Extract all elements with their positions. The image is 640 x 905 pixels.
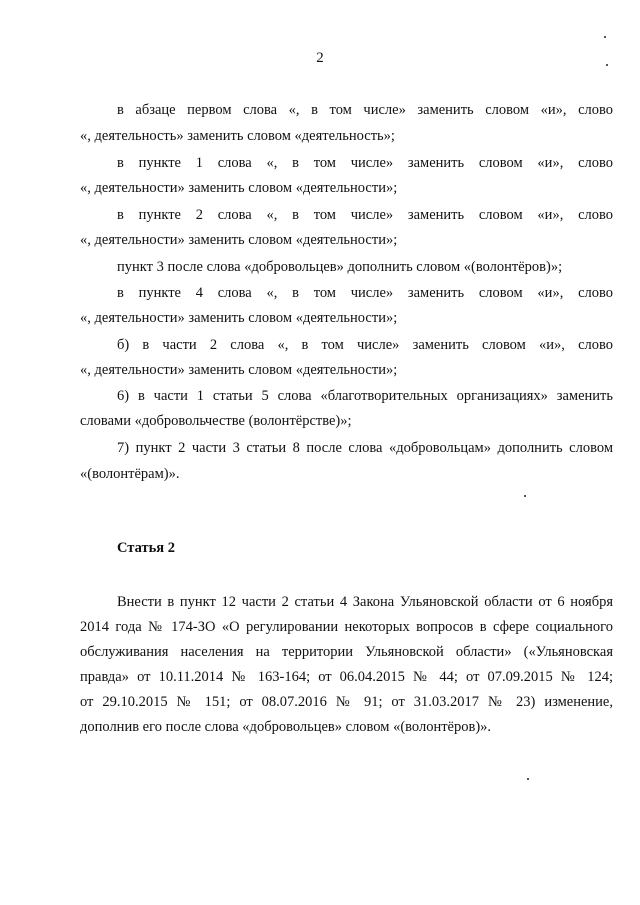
scan-speck <box>604 36 606 38</box>
text-line: б) в части 2 слова «, в том числе» заменить словом «и», слово <box>117 337 613 353</box>
text-line: пункт 3 после слова «добровольцев» дополнить словом «(волонтёров)»; <box>117 259 563 275</box>
text-line: «, деятельности» заменить словом «деятельности»; <box>80 310 398 326</box>
article-line: Внести в пункт 12 части 2 статьи 4 Закона Ульяновской области от 6 ноября <box>117 594 613 610</box>
page-number: 2 <box>316 50 324 66</box>
text-line: в пункте 1 слова «, в том числе» заменить словом «и», слово <box>117 155 613 171</box>
text-line: «, деятельности» заменить словом «деятельности»; <box>80 232 398 248</box>
article-heading: Статья 2 <box>117 540 175 556</box>
text-line: 6) в части 1 статьи 5 слова «благотворительных организациях» заменить <box>117 388 613 404</box>
text-line: «, деятельности» заменить словом «деятельности»; <box>80 180 398 196</box>
text-line: в пункте 2 слова «, в том числе» заменить словом «и», слово <box>117 207 613 223</box>
text-line: словами «добровольчестве (волонтёрстве)»; <box>80 413 352 429</box>
article-line: 2014 года № 174-ЗО «О регулировании некоторых вопросов в сфере социального <box>80 619 613 635</box>
text-line: «, деятельность» заменить словом «деятельность»; <box>80 128 395 144</box>
text-line: «, деятельности» заменить словом «деятельности»; <box>80 362 398 378</box>
article-line: дополнив его после слова «добровольцев» словом «(волонтёров)». <box>80 719 492 735</box>
text-line: 7) пункт 2 части 3 статьи 8 после слова «добровольцам» дополнить словом <box>117 440 613 456</box>
scan-speck <box>524 495 526 497</box>
text-line: в абзаце первом слова «, в том числе» заменить словом «и», слово <box>117 102 613 118</box>
text-line: «(волонтёрам)». <box>80 466 180 482</box>
article-line: от 29.10.2015 № 151; от 08.07.2016 № 91; от 31.03.2017 № 23) изменение, <box>80 694 613 710</box>
article-line: правда» от 10.11.2014 № 163-164; от 06.04.2015 № 44; от 07.09.2015 № 124; <box>80 669 613 685</box>
scan-speck <box>527 778 529 780</box>
scan-speck <box>606 64 608 66</box>
text-line: в пункте 4 слова «, в том числе» заменить словом «и», слово <box>117 285 613 301</box>
article-line: обслуживания населения на территории Ульяновской области» («Ульяновская <box>80 644 613 660</box>
